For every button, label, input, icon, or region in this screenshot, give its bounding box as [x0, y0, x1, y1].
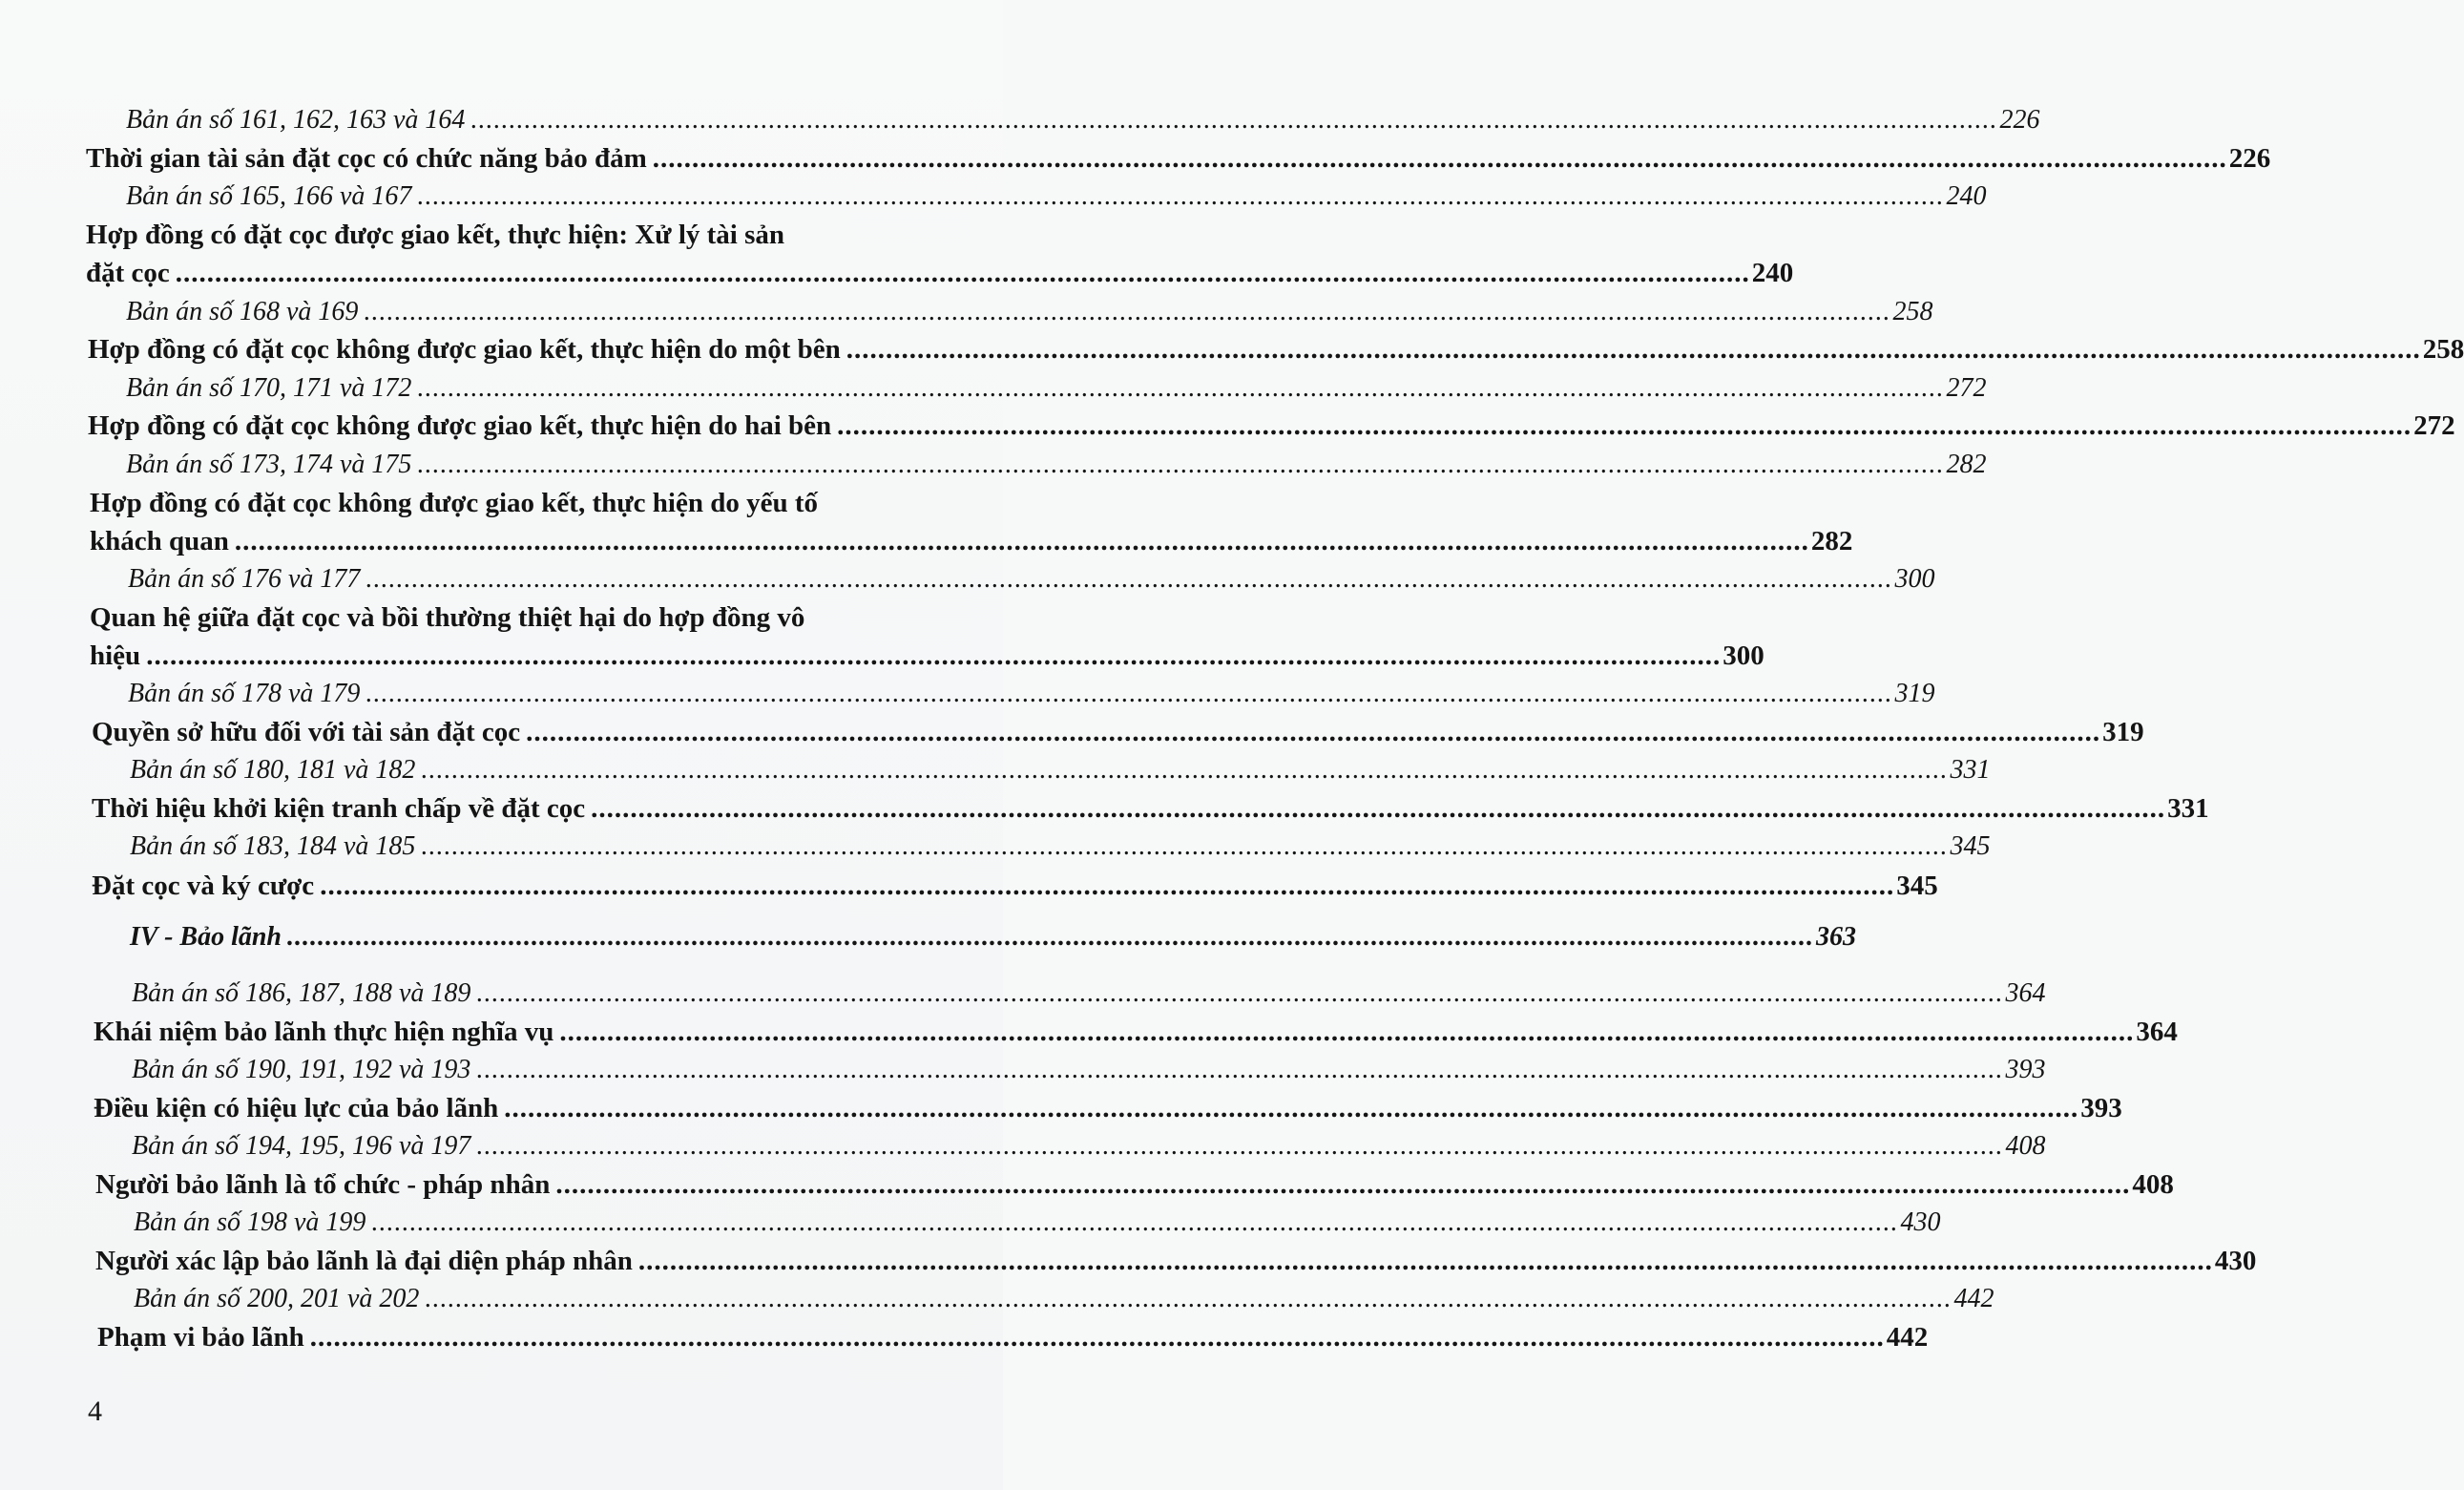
toc-subentry[interactable] [126, 105, 2040, 136]
toc-subentry[interactable] [134, 1284, 1994, 1314]
toc-section-entry[interactable] [130, 922, 1856, 953]
toc-entry-title: khách quan [90, 526, 229, 556]
toc-subentry[interactable] [126, 181, 1987, 212]
toc-heading-line: Hợp đồng có đặt cọc không được giao kết, thực hiện do yếu tố [90, 488, 818, 518]
toc-page-number: 300 [1723, 640, 1764, 671]
toc-entry[interactable] [95, 1246, 2257, 1277]
dot-leader: ........................................................................................................................................................................................................ [559, 1017, 2135, 1047]
toc-entry-title: Bản án số 176 và 177 [128, 564, 361, 594]
toc-page-number: 240 [1751, 258, 1794, 288]
toc-entry[interactable] [90, 526, 1853, 557]
toc-page-number: 240 [1946, 181, 1987, 211]
toc-entry[interactable] [94, 1017, 2178, 1048]
toc-entry-title: đặt cọc [86, 258, 170, 288]
toc-subentry[interactable] [128, 679, 1935, 709]
dot-leader: ........................................................................................................................................................................................................ [476, 1131, 2004, 1161]
toc-entry-title: Bản án số 170, 171 và 172 [126, 373, 412, 403]
dot-leader: ........................................................................................................................................................................................................ [234, 526, 1809, 556]
toc-subentry[interactable] [130, 831, 1991, 862]
dot-leader: ........................................................................................................................................................................................................ [425, 1284, 1952, 1313]
toc-subentry[interactable] [126, 373, 1987, 404]
toc-page-number: 364 [2005, 978, 2046, 1008]
toc-entry-title: Hợp đồng có đặt cọc không được giao kết, thực hiện do hai bên [88, 410, 832, 441]
toc-entry-title: Bản án số 168 và 169 [126, 297, 359, 326]
dot-leader: ........................................................................................................................................................................................................ [470, 105, 1998, 135]
toc-entry-title: Bản án số 183, 184 và 185 [130, 831, 416, 861]
dot-leader: ........................................................................................................................................................................................................ [371, 1207, 1899, 1237]
toc-entry-title: Bản án số 165, 166 và 167 [126, 181, 412, 211]
dot-leader: ........................................................................................................................................................................................................ [846, 334, 2421, 365]
toc-entry-title: Bản án số 198 và 199 [134, 1207, 366, 1237]
toc-entry-title: Thời gian tài sản đặt cọc có chức năng bảo đảm [86, 143, 647, 174]
toc-subentry[interactable] [134, 1207, 1941, 1238]
dot-leader: ........................................................................................................................................................................................................ [365, 679, 1893, 708]
toc-entry[interactable] [90, 640, 1764, 672]
toc-page-number: 272 [1946, 373, 1987, 403]
toc-page-number: 226 [1999, 105, 2040, 135]
dot-leader: ........................................................................................................................................................................................................ [365, 564, 1893, 594]
toc-page-number: 282 [1946, 450, 1987, 479]
toc-subentry[interactable] [126, 297, 1933, 327]
toc-entry[interactable] [94, 1093, 2122, 1124]
toc-entry[interactable] [86, 143, 2271, 175]
toc-entry-title: Bản án số 178 và 179 [128, 679, 361, 708]
toc-entry-title: hiệu [90, 640, 141, 671]
toc-page-number: 258 [2422, 334, 2464, 365]
toc-page-number: 226 [2228, 143, 2271, 174]
dot-leader: ........................................................................................................................................................................................................ [146, 640, 1722, 671]
toc-page-number: 408 [2005, 1131, 2046, 1161]
toc-page-number: 430 [2214, 1246, 2257, 1276]
toc-entry-title: Bản án số 180, 181 và 182 [130, 755, 416, 785]
page-number: 4 [88, 1396, 102, 1427]
toc-page-number: 345 [1950, 831, 1991, 861]
toc-entry-title: Điều kiện có hiệu lực của bảo lãnh [94, 1093, 499, 1123]
toc-entry-title: Thời hiệu khởi kiện tranh chấp về đặt cọc [92, 793, 586, 824]
toc-subentry[interactable] [132, 978, 2046, 1009]
toc-page-number: 408 [2132, 1169, 2174, 1200]
toc-subentry[interactable] [132, 1055, 2046, 1085]
dot-leader: ........................................................................................................................................................................................................ [421, 831, 1949, 861]
toc-page-number: 345 [1896, 871, 1938, 901]
toc-entry-title: Quyền sở hữu đối với tài sản đặt cọc [92, 717, 521, 747]
toc-entry-title: Bản án số 173, 174 và 175 [126, 450, 412, 479]
dot-leader: ........................................................................................................................................................................................................ [837, 410, 2412, 441]
toc-entry-title: Khái niệm bảo lãnh thực hiện nghĩa vụ [94, 1017, 554, 1047]
dot-leader: ........................................................................................................................................................................................................ [591, 793, 2166, 824]
dot-leader: ........................................................................................................................................................................................................ [287, 922, 1814, 952]
dot-leader: ........................................................................................................................................................................................................ [417, 373, 1945, 403]
dot-leader: ........................................................................................................................................................................................................ [652, 143, 2227, 174]
toc-page-number: 319 [1894, 679, 1935, 708]
toc-subentry[interactable] [128, 564, 1935, 595]
toc-subentry[interactable] [130, 755, 1991, 786]
dot-leader: ........................................................................................................................................................................................................ [320, 871, 1895, 901]
toc-entry-title: Bản án số 186, 187, 188 và 189 [132, 978, 471, 1008]
toc-entry[interactable] [97, 1322, 1929, 1354]
toc-entry[interactable] [86, 258, 1794, 289]
toc-page-number: 393 [2080, 1093, 2122, 1123]
dot-leader: ........................................................................................................................................................................................................ [175, 258, 1750, 288]
dot-leader: ........................................................................................................................................................................................................ [555, 1169, 2131, 1200]
toc-entry[interactable] [88, 410, 2455, 442]
toc-page-number: 442 [1886, 1322, 1929, 1353]
toc-entry[interactable] [88, 334, 2464, 366]
toc-subentry[interactable] [126, 450, 1987, 480]
toc-page-number: 331 [1950, 755, 1991, 785]
toc-page-number: 319 [2102, 717, 2144, 747]
dot-leader: ........................................................................................................................................................................................................ [476, 978, 2004, 1008]
dot-leader: ........................................................................................................................................................................................................ [417, 181, 1945, 211]
dot-leader: ........................................................................................................................................................................................................ [364, 297, 1891, 326]
toc-entry-title: Bản án số 161, 162, 163 và 164 [126, 105, 466, 135]
toc-page-number: 300 [1894, 564, 1935, 594]
toc-page-number: 258 [1892, 297, 1933, 326]
toc-page-number: 331 [2167, 793, 2209, 824]
dot-leader: ........................................................................................................................................................................................................ [309, 1322, 1885, 1353]
dot-leader: ........................................................................................................................................................................................................ [526, 717, 2101, 747]
toc-entry-title: Phạm vi bảo lãnh [97, 1322, 304, 1353]
toc-entry[interactable] [95, 1169, 2174, 1201]
dot-leader: ........................................................................................................................................................................................................ [421, 755, 1949, 785]
dot-leader: ........................................................................................................................................................................................................ [476, 1055, 2004, 1084]
toc-entry-title: IV - Bảo lãnh [130, 922, 282, 952]
toc-page-number: 430 [1900, 1207, 1941, 1237]
toc-entry-title: Bản án số 190, 191, 192 và 193 [132, 1055, 471, 1084]
toc-page-number: 364 [2136, 1017, 2178, 1047]
toc-entry[interactable] [92, 871, 1938, 902]
toc-entry-title: Bản án số 200, 201 và 202 [134, 1284, 420, 1313]
dot-leader: ........................................................................................................................................................................................................ [504, 1093, 2079, 1123]
toc-entry-title: Đặt cọc và ký cược [92, 871, 315, 901]
toc-page-number: 363 [1816, 922, 1856, 952]
dot-leader: ........................................................................................................................................................................................................ [417, 450, 1945, 479]
dot-leader: ........................................................................................................................................................................................................ [637, 1246, 2213, 1276]
toc-entry[interactable] [92, 717, 2144, 748]
toc-entry-title: Bản án số 194, 195, 196 và 197 [132, 1131, 471, 1161]
toc-entry-title: Hợp đồng có đặt cọc không được giao kết, thực hiện do một bên [88, 334, 841, 365]
toc-page-number: 282 [1810, 526, 1853, 556]
toc-page-number: 272 [2413, 410, 2455, 441]
toc-page-number: 393 [2005, 1055, 2046, 1084]
toc-entry[interactable] [92, 793, 2209, 825]
toc-heading-line: Quan hệ giữa đặt cọc và bồi thường thiệt hại do hợp đồng vô [90, 602, 805, 633]
toc-heading-line: Hợp đồng có đặt cọc được giao kết, thực hiện: Xử lý tài sản [86, 220, 785, 250]
toc-subentry[interactable] [132, 1131, 2046, 1162]
toc-page-number: 442 [1953, 1284, 1994, 1313]
toc-entry-title: Người bảo lãnh là tổ chức - pháp nhân [95, 1169, 551, 1200]
toc-entry-title: Người xác lập bảo lãnh là đại diện pháp nhân [95, 1246, 633, 1276]
